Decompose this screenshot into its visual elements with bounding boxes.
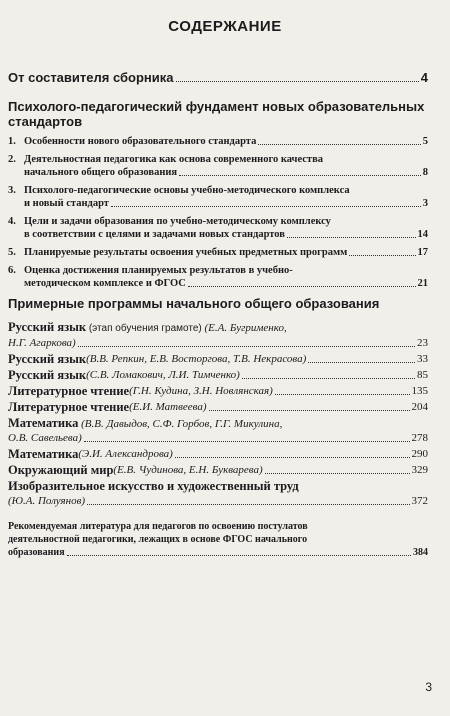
page-ref: 23 bbox=[417, 337, 428, 349]
program-subject: Русский язык bbox=[8, 352, 87, 366]
leader-dots bbox=[175, 457, 410, 458]
program-entry bbox=[8, 384, 428, 398]
program-line bbox=[8, 320, 428, 336]
section-title-programs: Примерные программы начального общего образования bbox=[8, 296, 380, 311]
page-ref: 33 bbox=[417, 353, 428, 365]
page-ref: 17 bbox=[417, 247, 428, 258]
item-last-line bbox=[24, 166, 428, 179]
item-number: 3. bbox=[8, 185, 16, 196]
page-ref: 278 bbox=[411, 432, 428, 444]
item-body bbox=[24, 135, 428, 148]
item-text: Оценка достижения планируемых результатов в учебно- bbox=[24, 265, 293, 276]
item-text: Психолого-педагогические основы учебно-методического комплекса bbox=[24, 185, 350, 196]
program-entry bbox=[8, 400, 428, 414]
page-ref: 290 bbox=[411, 448, 428, 460]
program-note: (этап обучения грамоте) bbox=[88, 323, 202, 334]
rec-last-line bbox=[8, 546, 428, 559]
program-authors: (Г.Н. Кудина, З.Н. Новлянская) bbox=[129, 385, 273, 397]
program-entry bbox=[8, 416, 428, 445]
item-text: Планируемые результаты освоения учебных предметных программ bbox=[24, 247, 348, 258]
item-text: Особенности нового образовательного стандарта bbox=[24, 136, 257, 147]
program-authors: (С.В. Ломакович, Л.И. Тимченко) bbox=[86, 369, 240, 381]
page-number: 3 bbox=[425, 680, 432, 694]
item-text: Цели и задачи образования по учебно-методическому комплексу bbox=[24, 216, 331, 227]
section-title-foundation: Психолого-педагогический фундамент новых образовательных стандартов bbox=[8, 99, 425, 129]
program-subject: Русский язык bbox=[8, 320, 87, 334]
list-item bbox=[8, 184, 428, 210]
leader-dots bbox=[265, 473, 410, 474]
program-authors: (Ю.А. Полуянов) bbox=[8, 495, 86, 507]
leader-dots bbox=[308, 362, 415, 363]
program-line bbox=[8, 352, 428, 366]
item-last-line bbox=[24, 135, 428, 148]
item-body bbox=[24, 246, 428, 259]
program-line bbox=[8, 463, 428, 477]
item-last-line bbox=[24, 228, 428, 241]
program-authors: (Е.И. Матвеева) bbox=[129, 401, 207, 413]
page-ref: 384 bbox=[413, 547, 428, 558]
program-entry bbox=[8, 447, 428, 461]
leader-dots bbox=[67, 555, 411, 556]
item-text: Деятельностная педагогика как основа современного качества bbox=[24, 154, 323, 165]
item-last-line bbox=[24, 277, 428, 290]
program-subject: Изобразительное искусство и художественный труд bbox=[8, 479, 299, 493]
item-body bbox=[24, 264, 428, 290]
page-ref: 3 bbox=[422, 198, 428, 209]
program-line bbox=[8, 384, 428, 398]
section-from-compiler bbox=[8, 70, 428, 85]
program-line bbox=[8, 431, 428, 445]
page-ref: 8 bbox=[422, 167, 428, 178]
list-item bbox=[8, 264, 428, 290]
program-line bbox=[8, 368, 428, 382]
program-authors: Н.Г. Агаркова) bbox=[8, 337, 76, 349]
program-entry bbox=[8, 352, 428, 366]
program-authors: (Е.В. Чудинова, Е.Н. Букварева) bbox=[113, 464, 263, 476]
page-ref: 14 bbox=[417, 229, 428, 240]
recommended-literature bbox=[8, 520, 428, 559]
program-subject: Математика bbox=[8, 416, 79, 430]
page-ref: 21 bbox=[417, 278, 428, 289]
item-text: методическом комплексе и ФГОС bbox=[24, 278, 186, 289]
section-title: От составителя сборника bbox=[8, 70, 174, 85]
item-body bbox=[24, 215, 428, 241]
rec-text: образования bbox=[8, 547, 65, 558]
program-subject: Литературное чтение bbox=[8, 384, 130, 398]
program-subject: Математика bbox=[8, 447, 79, 461]
leader-dots bbox=[87, 504, 409, 505]
list-item bbox=[8, 135, 428, 148]
item-number: 4. bbox=[8, 216, 16, 227]
leader-dots bbox=[287, 237, 416, 238]
item-text: в соответствии с целями и задачами новых стандартов bbox=[24, 229, 285, 240]
page-ref: 329 bbox=[411, 464, 428, 476]
program-authors: (Е.А. Бугрименко, bbox=[204, 322, 287, 334]
program-authors: (В.В. Давыдов, С.Ф. Горбов, Г.Г. Микулина, bbox=[81, 418, 283, 430]
page-ref: 85 bbox=[417, 369, 428, 381]
page-ref: 5 bbox=[422, 136, 428, 147]
leader-dots bbox=[176, 81, 419, 82]
leader-dots bbox=[209, 410, 410, 411]
page-ref: 372 bbox=[411, 495, 428, 507]
programs-list bbox=[8, 320, 428, 510]
program-authors: (В.В. Репкин, Е.В. Восторгова, Т.В. Некрасова) bbox=[86, 353, 307, 365]
item-last-line bbox=[24, 197, 428, 210]
item-body bbox=[24, 153, 428, 179]
program-authors: О.В. Савельева) bbox=[8, 432, 82, 444]
item-text: начального общего образования bbox=[24, 167, 178, 178]
program-subject: Литературное чтение bbox=[8, 400, 130, 414]
leader-dots bbox=[349, 255, 415, 256]
leader-dots bbox=[84, 441, 410, 442]
rec-text: деятельностной педагогики, лежащих в основе ФГОС начального bbox=[8, 534, 308, 545]
leader-dots bbox=[78, 346, 415, 347]
program-line bbox=[8, 416, 428, 431]
list-item bbox=[8, 153, 428, 179]
leader-dots bbox=[242, 378, 415, 379]
leader-dots bbox=[275, 394, 410, 395]
leader-dots bbox=[258, 144, 420, 145]
program-line bbox=[8, 447, 428, 461]
program-entry bbox=[8, 368, 428, 382]
item-number: 5. bbox=[8, 247, 16, 258]
page-ref: 204 bbox=[411, 401, 428, 413]
program-authors: (Э.И. Александрова) bbox=[78, 448, 173, 460]
program-line bbox=[8, 494, 428, 508]
item-number: 2. bbox=[8, 154, 16, 165]
rec-text: Рекомендуемая литература для педагогов по освоению постулатов bbox=[8, 521, 308, 532]
page-ref: 135 bbox=[411, 385, 428, 397]
contents-title: СОДЕРЖАНИЕ bbox=[168, 18, 282, 35]
foundation-list bbox=[8, 135, 428, 295]
program-line bbox=[8, 336, 428, 350]
program-line bbox=[8, 479, 428, 494]
program-entry bbox=[8, 320, 428, 350]
leader-dots bbox=[179, 175, 421, 176]
page-ref: 4 bbox=[420, 70, 428, 85]
program-subject: Русский язык bbox=[8, 368, 87, 382]
program-entry bbox=[8, 463, 428, 477]
item-text: и новый стандарт bbox=[24, 198, 109, 209]
item-last-line bbox=[24, 246, 428, 259]
item-body bbox=[24, 184, 428, 210]
item-number: 1. bbox=[8, 136, 16, 147]
program-entry bbox=[8, 479, 428, 508]
item-number: 6. bbox=[8, 265, 16, 276]
list-item bbox=[8, 246, 428, 259]
list-item bbox=[8, 215, 428, 241]
leader-dots bbox=[111, 206, 421, 207]
leader-dots bbox=[188, 286, 416, 287]
program-subject: Окружающий мир bbox=[8, 463, 114, 477]
program-line bbox=[8, 400, 428, 414]
